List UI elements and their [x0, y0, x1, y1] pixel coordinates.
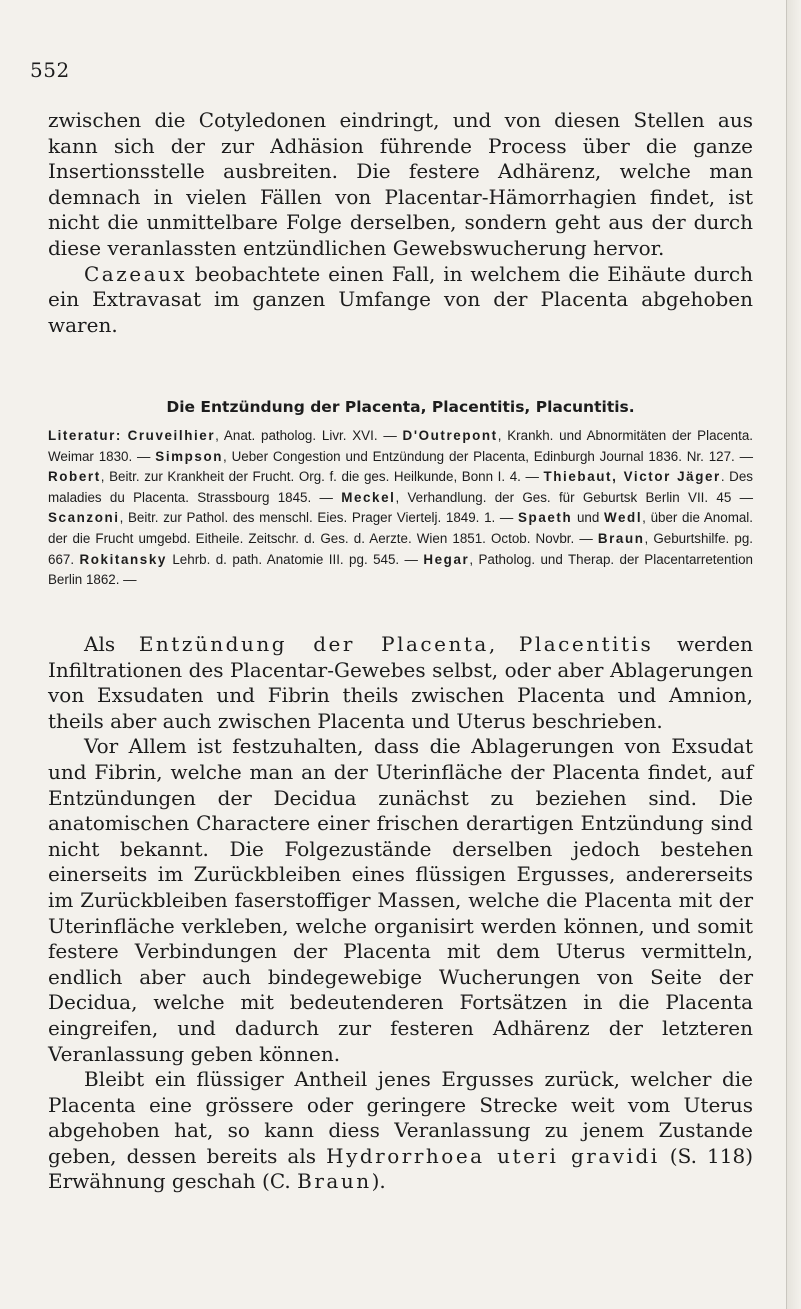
- term-placentitis: Placentitis: [518, 632, 654, 656]
- main-text-block: [48, 632, 753, 1195]
- reference-author: Cruveilhier: [127, 428, 216, 443]
- literature-references: [48, 426, 753, 591]
- term-hydrorrhoea: Hydrorrhoea uteri gravidi: [326, 1143, 660, 1168]
- reference-author: D'Outrepont: [402, 428, 498, 443]
- text-fragment: (S. 118) Erwähnung geschah (C.: [48, 1143, 753, 1194]
- reference-author: Wedl: [604, 510, 643, 526]
- reference-text: , Patholog. und Therap. der Placentarretention Berlin 1862. —: [48, 551, 753, 588]
- page-edge: [786, 0, 801, 1309]
- page-number: 552: [30, 58, 70, 82]
- text-fragment: ).: [371, 1169, 386, 1194]
- reference-text: , über die Anomal. der die Frucht umgebd. Eitheile. Zeitschr. d. Ges. d. Aerzte. Wien 1851. Octob. Novbr. —: [48, 510, 754, 546]
- text-fragment: Bleibt ein flüssiger Antheil jenes Ergusses zurück, welcher die Placenta eine grössere oder geringere Strecke weit vom Uterus abgehoben hat, so kann diess Veranlassung zu jenem Zustande geben, dessen bereits als: [48, 1067, 753, 1168]
- reference-author: Scanzoni: [48, 510, 120, 526]
- text-fragment: ,: [488, 632, 519, 656]
- reference-author: Spaeth: [518, 510, 573, 526]
- author-name: Braun: [297, 1169, 372, 1194]
- reference-text: , Ueber Congestion und Entzündung der Placenta, Edinburgh Journal 1836. Nr. 127. —: [223, 448, 753, 464]
- reference-text: , Beitr. zur Pathol. des menschl. Eies. Prager Viertelj. 1849. 1. —: [119, 510, 519, 526]
- reference-author: Braun: [597, 530, 645, 546]
- reference-text: , Verhandlung. der Ges. für Geburtsk Berlin VII. 45 —: [395, 489, 753, 505]
- reference-text: , Anat. patholog. Livr. XVI. —: [215, 428, 403, 443]
- top-text-block: [48, 108, 753, 338]
- reference-author: Thiebaut, Victor Jäger: [543, 469, 721, 485]
- literature-label: Literatur:: [48, 428, 122, 443]
- reference-text: und: [572, 510, 604, 526]
- reference-text: . Des maladies du Placenta. Strassbourg 1845. —: [48, 469, 753, 505]
- reference-author: Meckel: [341, 489, 396, 505]
- reference-text: Lehrb. d. path. Anatomie III. pg. 545. —: [166, 551, 424, 567]
- reference-author: Robert: [48, 469, 101, 485]
- paragraph-definition: [48, 632, 753, 734]
- author-name: Cazeaux: [84, 261, 188, 286]
- paragraph-anatomy: Vor Allem ist festzuhalten, dass die Ablagerungen von Exsudat und Fibrin, welche man an der Uterinfläche der Placenta findet, auf Entzündungen der Decidua zunächst zu beziehen sind. Die anatomischen Charactere einer frischen derartigen Entzündung sind nicht bekannt. Die Folgezustände derselben jedoch bestehen einerseits im Zurückbleiben eines flüssigen Ergusses, andererseits im Zurückbleiben faserstoffiger Massen, welche die Placenta mit der Uterinfläche verkleben, welche organisirt werden können, und somit festere Verbindungen der Placenta mit dem Uterus vermitteln, endlich aber auch bindegewebige Wucherungen von Seite der Decidua, welche mit bedeutenderen Fortsätzen in die Placenta eingreifen, und dadurch zur festeren Adhärenz der letzteren Veranlassung geben können.: [48, 734, 753, 1066]
- reference-author: Rokitansky: [79, 551, 167, 567]
- paragraph-text: beobachtete einen Fall, in welchem die Eihäute durch ein Extravasat im ganzen Umfange von der Placenta abgehoben waren.: [48, 261, 753, 337]
- reference-author: Hegar: [423, 551, 470, 567]
- reference-text: , Krankh. und Abnormitäten der Placenta. Weimar 1830. —: [48, 428, 754, 464]
- reference-text: , Geburtshilfe. pg. 667.: [48, 530, 753, 567]
- paragraph-hydrorrhoea: [48, 1067, 753, 1195]
- section-heading: Die Entzündung der Placenta, Placentitis, Placuntitis.: [166, 398, 635, 416]
- reference-author: Simpson: [155, 448, 224, 464]
- text-fragment: werden Infiltrationen des Placentar-Gewebes selbst, oder aber Ablagerungen von Exsudaten und Fibrin theils zwischen Placenta und Amnion, theils aber auch zwischen Placenta und Uterus beschrieben.: [48, 632, 753, 733]
- term-entzuendung: Entzündung der Placenta: [138, 632, 489, 656]
- paragraph-cazeaux: [48, 262, 753, 339]
- reference-text: , Beitr. zur Krankheit der Frucht. Org. f. die ges. Heilkunde, Bonn I. 4. —: [100, 469, 544, 485]
- text-fragment: Als: [84, 632, 139, 656]
- paragraph-continuation: zwischen die Cotyledonen eindringt, und von diesen Stellen aus kann sich der zur Adhäsion führende Process über die ganze Insertionsstelle ausbreiten. Die festere Adhärenz, welche man demnach in vielen Fällen von Placentar-Hämorrhagien findet, ist nicht die unmittelbare Folge derselben, sondern geht aus der durch diese veranlassten entzündlichen Gewebswucherung hervor.: [48, 108, 753, 260]
